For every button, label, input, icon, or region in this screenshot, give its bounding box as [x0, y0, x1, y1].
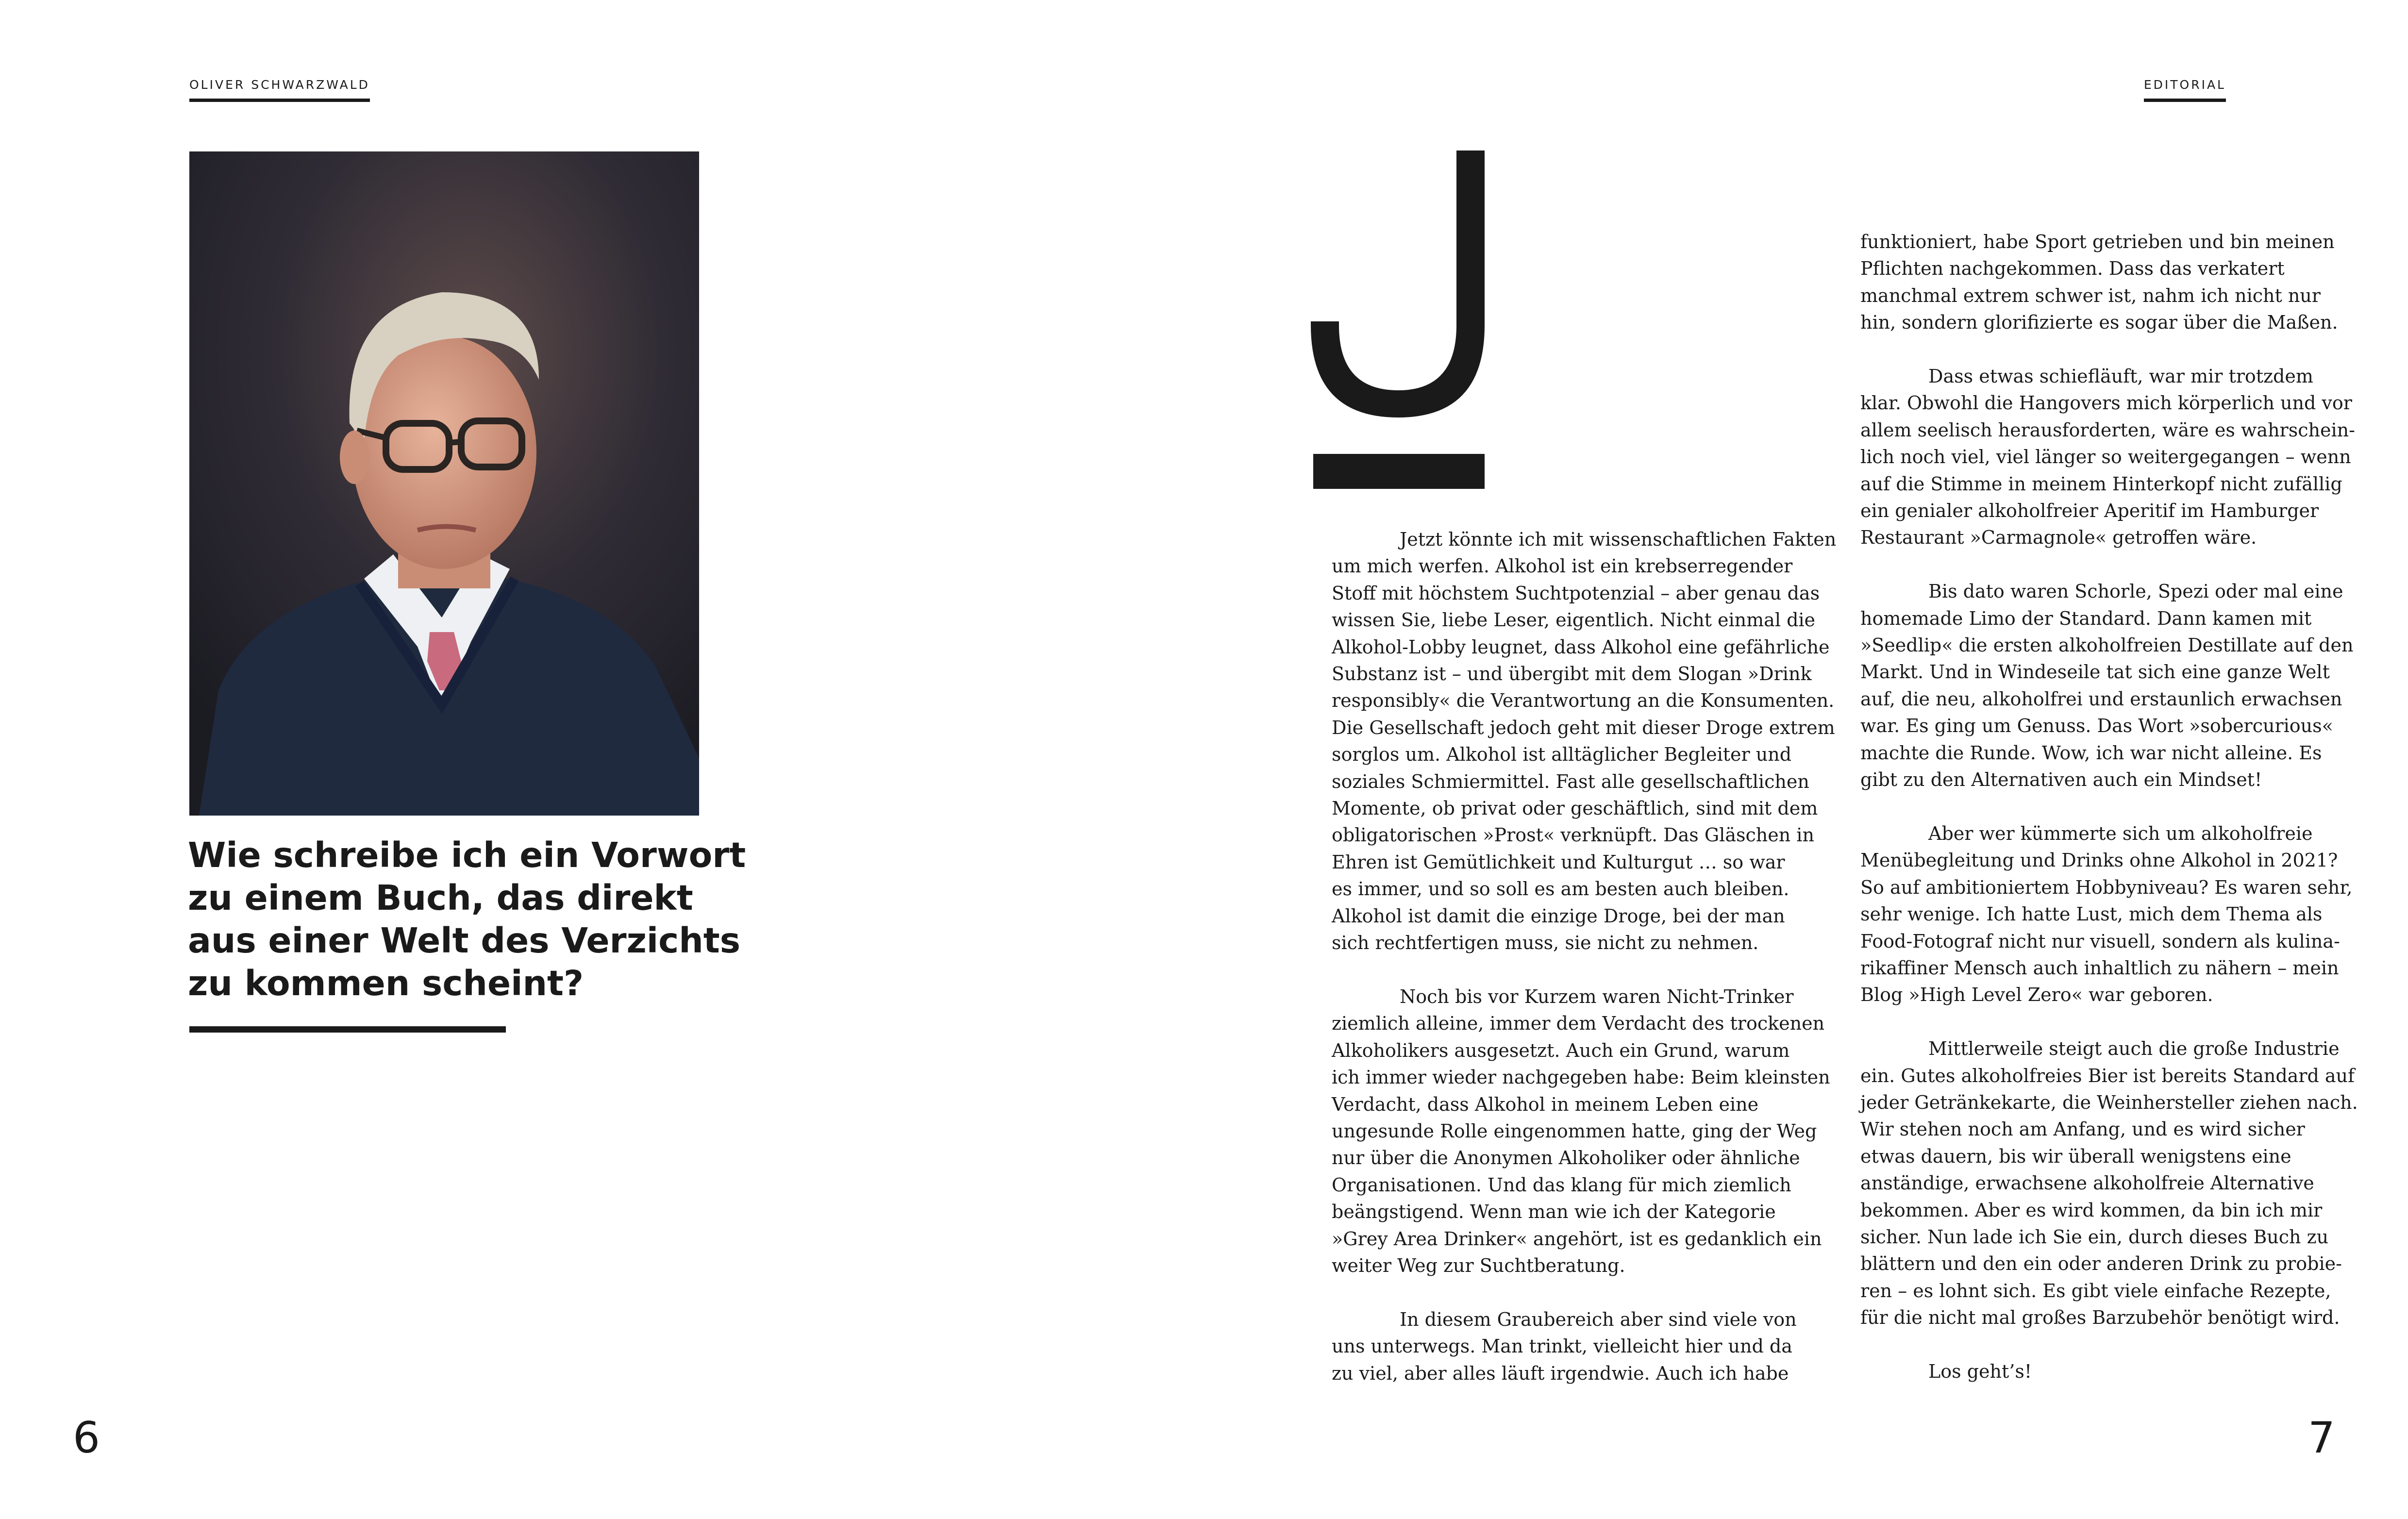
- drop-cap-j-glyph: [1311, 150, 1490, 495]
- body-paragraph: Mittlerweile steigt auch die große Industrie ein. Gutes alkoholfreies Bier ist bereits Standard auf jeder Getränkekarte, die Weinhersteller ziehen nach. Wir stehen noch am Anfang, und es wird sicher etwas dauern, bis wir überall wenigstens eine anständige, erwachsene alkoholfreie Alternative bekommen. Aber es wird kommen, da bin ich mir sicher. Nun lade ich Sie ein, durch dieses Buch zu blättern und den ein oder anderen Drink zu probie- ren – es lohnt sich. Es gibt viele einfache Rezepte, für die nicht mal großes Barzubehör benötigt wird.: [1860, 1038, 2358, 1329]
- author-running-head: OLIVER SCHWARZWALD: [189, 78, 370, 102]
- closing-line: Los geht’s!: [1928, 1360, 2032, 1382]
- body-paragraph: Jetzt könnte ich mit wissenschaftlichen Fakten um mich werfen. Alkohol ist ein krebserregender Stoff mit höchstem Suchtpotenzial – aber genau das wissen Sie, liebe Leser, eigentlich. Nicht einmal die Alkohol-Lobby leugnet, dass Alkohol eine gefährliche Substanz ist – und übergibt mit dem Slogan »Drink responsibly« die Verantwortung an die Konsumenten. Die Gesellschaft jedoch geht mit dieser Droge extrem sorglos um. Alkohol ist alltäglicher Begleiter und soziales Schmiermittel. Fast alle gesellschaftlichen Momente, ob privat oder geschäftlich, sind mit dem obligatorischen »Prost« verknüpft. Das Gläschen in Ehren ist Gemütlichkeit und Kulturgut … so war es immer, und so soll es am besten auch bleiben. Alkohol ist damit die einzige Droge, bei der man sich rechtfertigen muss, sie nicht zu nehmen.: [1332, 529, 1837, 954]
- body-paragraph: Aber wer kümmerte sich um alkoholfreie Menübegleitung und Drinks ohne Alkohol in 2021? So auf ambitioniertem Hobbyniveau? Es waren sehr, sehr wenige. Ich hatte Lust, mich dem Thema als Food-Fotograf nicht nur visuell, sondern als kulina- rikaffiner Mensch auch inhaltlich zu nähern – mein Blog »High Level Zero« war geboren.: [1860, 822, 2353, 1006]
- portrait-illustration: [189, 151, 699, 816]
- body-paragraph: Noch bis vor Kurzem waren Nicht-Trinker ziemlich alleine, immer dem Verdacht des trockenen Alkoholikers ausgesetzt. Auch ein Grund, warum ich immer wieder nachgegeben habe: Beim kleinsten Verdacht, dass Alkohol in meinem Leben eine ungesunde Rolle eingenommen hatte, ging der Weg nur über die Anonymen Alkoholiker oder ähnliche Organisationen. Und das klang für mich ziemlich beängstigend. Wenn man wie ich der Kategorie »Grey Area Drinker« angehört, ist es gedanklich ein weiter Weg zur Suchtberatung.: [1332, 985, 1830, 1276]
- body-paragraph: In diesem Graubereich aber sind viele von uns unterwegs. Man trinkt, vielleicht hier und da zu viel, aber alles läuft irgendwie. Auch ich habe: [1332, 1308, 1797, 1384]
- body-paragraph: Bis dato waren Schorle, Spezi oder mal eine homemade Limo der Standard. Dann kamen mit »Seedlip« die ersten alkoholfreien Destillate auf den Markt. Und in Windeseile tat sich eine ganze Welt auf, die neu, alkoholfrei und erstaunlich erwachsen war. Es ging um Genuss. Das Wort »sobercurious« machte die Runde. Wow, ich war nicht alleine. Es gibt zu den Alternativen auch ein Mindset!: [1860, 581, 2354, 791]
- page-number-right: 7: [2308, 1413, 2335, 1463]
- author-portrait-photo: [189, 151, 699, 816]
- body-column-2: [1860, 229, 2380, 1412]
- headline-underline: [189, 1026, 506, 1033]
- body-paragraph: Dass etwas schiefläuft, war mir trotzdem klar. Obwohl die Hangovers mich körperlich und vor allem seelisch herausforderten, wäre es wahrschein- lich noch viel, viel länger so weitergegangen – wenn auf die Stimme in meinem Hinterkopf nicht zufällig ein genialer alkoholfreier Aperitif im Hamburger Restaurant »Carmagnole« getroffen wäre.: [1860, 366, 2355, 549]
- body-column-1: [1332, 526, 1851, 1414]
- page-number-left: 6: [73, 1413, 100, 1463]
- drop-cap-j: [1311, 150, 1490, 495]
- body-paragraph-continued: funktioniert, habe Sport getrieben und bin meinen Pflichten nachgekommen. Dass das verkatert manchmal extrem schwer ist, nahm ich nicht nur hin, sondern glorifizierte es sogar über die Maßen.: [1860, 231, 2338, 334]
- section-running-head: EDITORIAL: [2144, 78, 2226, 102]
- headline: Wie schreibe ich ein Vorwort zu einem Buch, das direkt aus einer Welt des Verzichts zu kommen scheint?: [188, 835, 746, 1003]
